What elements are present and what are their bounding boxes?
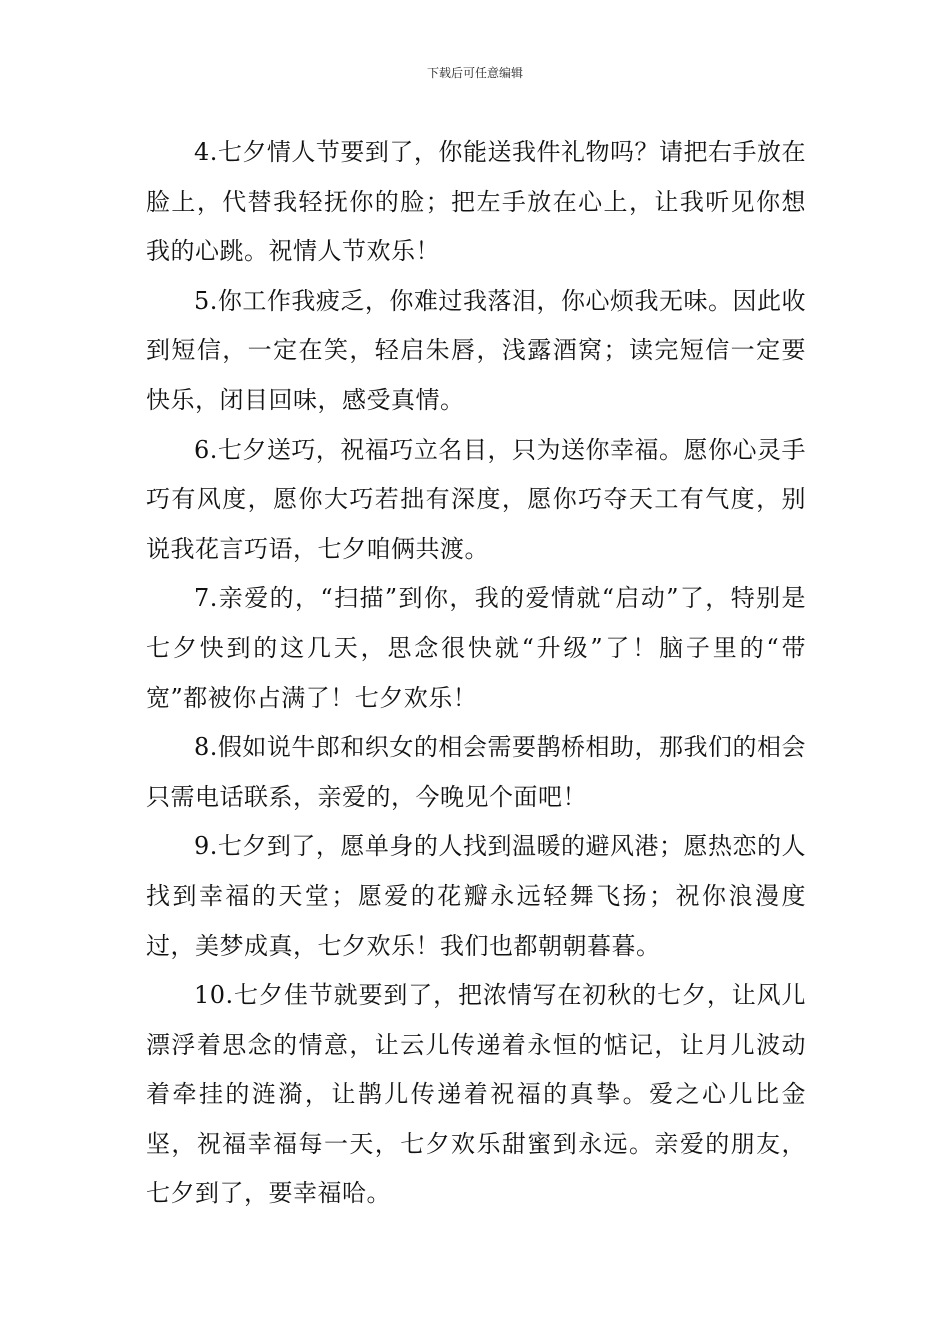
paragraph-6: 6.七夕送巧，祝福巧立名目，只为送你幸福。愿你心灵手巧有风度，愿你大巧若拙有深度，愿你巧夺天工有气度，别说我花言巧语，七夕咱俩共渡。 — [146, 435, 806, 563]
document-body — [146, 128, 806, 1219]
paragraph-9: 9.七夕到了，愿单身的人找到温暖的避风港；愿热恋的人找到幸福的天堂；愿爱的花瓣永远轻舞飞扬；祝你浪漫度过，美梦成真，七夕欢乐！我们也都朝朝暮暮。 — [146, 832, 806, 960]
paragraph-5: 5.你工作我疲乏，你难过我落泪，你心烦我无味。因此收到短信，一定在笑，轻启朱唇，浅露酒窝；读完短信一定要快乐，闭目回味，感受真情。 — [146, 286, 806, 414]
page-header-note: 下载后可任意编辑 — [426, 66, 523, 80]
paragraph-10: 10.七夕佳节就要到了，把浓情写在初秋的七夕，让风儿漂浮着思念的情意，让云儿传递着永恒的惦记，让月儿波动着牵挂的涟漪，让鹊儿传递着祝福的真挚。爱之心儿比金坚，祝福幸福每一天，七夕欢乐甜蜜到永远。亲爱的朋友，七夕到了，要幸福哈。 — [146, 981, 806, 1208]
paragraph-7: 7.亲爱的，“扫描”到你，我的爱情就“启动”了，特别是七夕快到的这几天，思念很快就“升级”了！脑子里的“带宽”都被你占满了！七夕欢乐！ — [146, 584, 806, 712]
paragraph-8: 8.假如说牛郎和织女的相会需要鹊桥相助，那我们的相会只需电话联系，亲爱的，今晚见个面吧！ — [146, 733, 806, 811]
paragraph-4: 4.七夕情人节要到了，你能送我件礼物吗？请把右手放在脸上，代替我轻抚你的脸；把左手放在心上，让我听见你想我的心跳。祝情人节欢乐！ — [146, 138, 806, 266]
